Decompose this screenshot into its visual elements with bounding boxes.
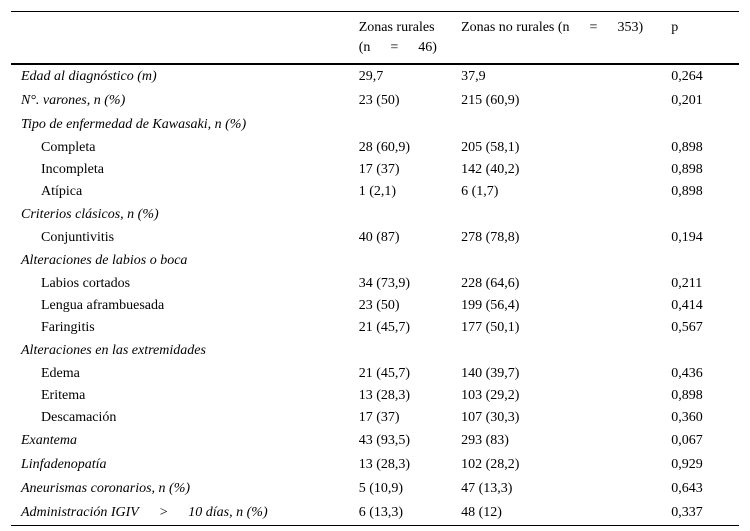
row-p-value: 0,643 (671, 481, 703, 496)
row-label-operator: > (158, 505, 169, 520)
table-row (11, 477, 739, 501)
row-rural-value (359, 113, 461, 137)
row-p-value: 0,567 (671, 320, 703, 335)
table-row (11, 273, 739, 295)
header-label-cell (11, 12, 359, 65)
header-rural-n-value: 46) (418, 40, 437, 55)
row-rural-value: 23 (50) (358, 93, 400, 108)
row-nonrural-value: 278 (78,8) (461, 230, 520, 245)
table-row (11, 89, 739, 113)
row-label: Edema (41, 366, 80, 381)
row-nonrural-value (461, 339, 671, 363)
row-label: Edad al diagnóstico (m) (21, 69, 157, 84)
row-label: Aneurismas coronarios, n (%) (21, 481, 191, 496)
table-row (11, 227, 739, 249)
row-label: Tipo de enfermedad de Kawasaki, n (%) (21, 117, 247, 132)
row-rural-value: 1 (2,1) (358, 184, 397, 199)
table-body (11, 64, 739, 526)
table-row (11, 203, 739, 227)
row-nonrural-value: 199 (56,4) (461, 298, 520, 313)
row-label: Atípica (41, 184, 83, 199)
row-p-value: 0,414 (671, 298, 703, 313)
table-row (11, 295, 739, 317)
row-p-value (671, 249, 739, 273)
header-p: p (671, 20, 679, 35)
table-row (11, 453, 739, 477)
row-p-value: 0,898 (671, 184, 703, 199)
header-row (11, 12, 739, 65)
row-label: Lengua aframbuesada (41, 298, 165, 313)
row-nonrural-value: 6 (1,7) (461, 184, 499, 199)
row-p-value: 0,898 (671, 140, 703, 155)
table-row (11, 363, 739, 385)
row-p-value: 0,264 (671, 69, 703, 84)
row-label-prefix: Administración IGIV (21, 505, 139, 520)
row-nonrural-value: 177 (50,1) (461, 320, 520, 335)
row-p-value: 0,201 (671, 93, 703, 108)
table-row (11, 181, 739, 203)
row-label: Conjuntivitis (41, 230, 115, 245)
row-label: Alteraciones en las extremidades (21, 343, 206, 358)
row-rural-value: 29,7 (358, 69, 384, 84)
row-rural-value: 28 (60,9) (358, 140, 411, 155)
row-nonrural-value: 102 (28,2) (461, 457, 520, 472)
row-p-value (671, 339, 739, 363)
table-row (11, 339, 739, 363)
table-header (11, 12, 739, 65)
table-row (11, 317, 739, 339)
row-nonrural-value: 293 (83) (461, 433, 509, 448)
header-nonrural-eq: = (589, 20, 598, 35)
row-label: Criterios clásicos, n (%) (21, 207, 159, 222)
table-row (11, 249, 739, 273)
row-label: Linfadenopatía (21, 457, 107, 472)
row-nonrural-value: 107 (30,3) (461, 410, 520, 425)
row-label: Exantema (21, 433, 77, 448)
header-rural (359, 12, 461, 65)
row-label: Eritema (41, 388, 86, 403)
row-nonrural-value: 228 (64,6) (461, 276, 520, 291)
row-label: Incompleta (41, 162, 104, 177)
header-rural-title: Zonas rurales (358, 20, 435, 35)
row-p-value: 0,194 (671, 230, 703, 245)
row-rural-value: 34 (73,9) (358, 276, 411, 291)
row-rural-value: 21 (45,7) (358, 320, 411, 335)
row-rural-value (359, 203, 461, 227)
table-row (11, 64, 739, 89)
row-rural-value: 17 (37) (358, 162, 400, 177)
row-label: Completa (41, 140, 96, 155)
header-nonrural (461, 12, 671, 65)
table-row (11, 137, 739, 159)
table-row (11, 113, 739, 137)
row-p-value (671, 203, 739, 227)
row-nonrural-value: 140 (39,7) (461, 366, 520, 381)
row-p-value: 0,436 (671, 366, 703, 381)
row-nonrural-value: 215 (60,9) (461, 93, 520, 108)
row-p-value: 0,929 (671, 457, 703, 472)
row-label (11, 501, 359, 526)
row-rural-value (359, 339, 461, 363)
row-rural-value: 6 (13,3) (358, 505, 404, 520)
row-rural-value (359, 249, 461, 273)
row-rural-value: 40 (87) (358, 230, 400, 245)
table-row (11, 385, 739, 407)
row-label: N°. varones, n (%) (21, 93, 126, 108)
row-p-value: 0,360 (671, 410, 703, 425)
row-nonrural-value: 48 (12) (461, 505, 502, 520)
row-rural-value: 13 (28,3) (358, 388, 411, 403)
row-nonrural-value (461, 113, 671, 137)
row-label: Faringitis (41, 320, 95, 335)
row-nonrural-value (461, 249, 671, 273)
header-nonrural-n-value: 353) (617, 20, 644, 35)
table-row (11, 159, 739, 181)
row-p-value: 0,211 (671, 276, 703, 291)
table-row (11, 429, 739, 453)
row-rural-value: 17 (37) (358, 410, 400, 425)
row-label-suffix: 10 días, n (%) (188, 505, 268, 520)
row-rural-value: 21 (45,7) (358, 366, 411, 381)
header-rural-eq: = (390, 40, 399, 55)
row-label: Descamación (41, 410, 117, 425)
row-p-value: 0,898 (671, 162, 703, 177)
row-p-value: 0,337 (671, 505, 703, 520)
table-row (11, 501, 739, 526)
table-row (11, 407, 739, 429)
row-rural-value: 23 (50) (358, 298, 400, 313)
row-p-value (671, 113, 739, 137)
row-rural-value: 5 (10,9) (358, 481, 404, 496)
row-nonrural-value: 142 (40,2) (461, 162, 520, 177)
header-nonrural-prefix: Zonas no rurales (n (461, 20, 570, 35)
table-container (11, 11, 739, 526)
row-nonrural-value: 37,9 (461, 69, 486, 84)
row-p-value: 0,067 (671, 433, 703, 448)
row-rural-value: 13 (28,3) (358, 457, 411, 472)
row-label: Labios cortados (41, 276, 131, 291)
row-nonrural-value: 103 (29,2) (461, 388, 520, 403)
row-nonrural-value (461, 203, 671, 227)
row-rural-value: 43 (93,5) (358, 433, 411, 448)
header-rural-n-prefix: (n (358, 40, 371, 55)
data-table (11, 11, 739, 526)
row-p-value: 0,898 (671, 388, 703, 403)
row-nonrural-value: 205 (58,1) (461, 140, 520, 155)
row-label: Alteraciones de labios o boca (21, 253, 188, 268)
row-nonrural-value: 47 (13,3) (461, 481, 513, 496)
